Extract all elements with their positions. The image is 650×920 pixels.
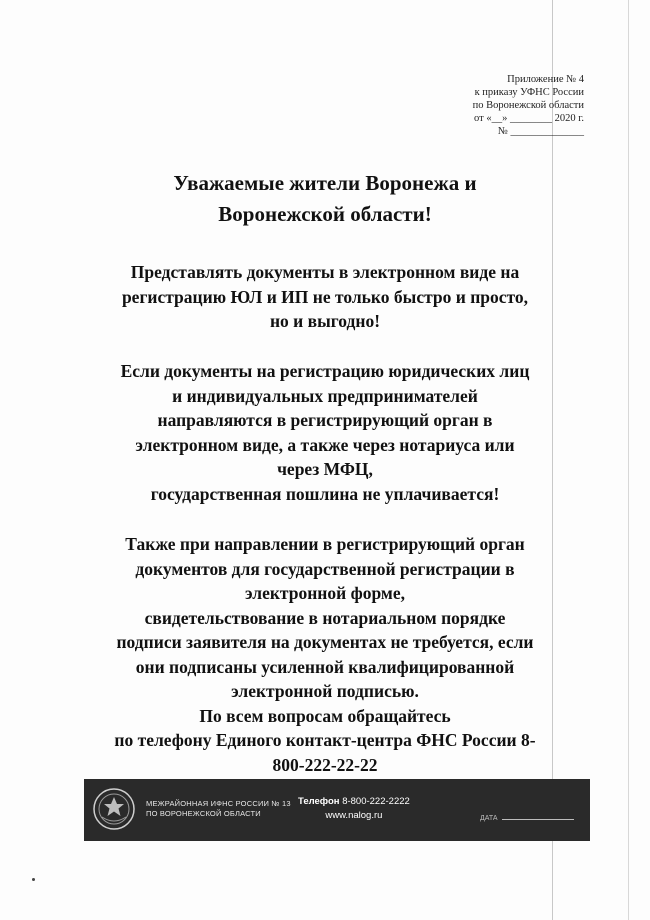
paragraph-line: По всем вопросам обращайтесь [199, 705, 451, 726]
paragraph-line: и индивидуальных предпринимателей [172, 385, 478, 406]
paragraph-electronic-submission [0, 260, 650, 334]
paragraph-line: электронной подписью. [231, 681, 419, 701]
paragraph-line: они подписаны усиленной квалифицированной [135, 656, 515, 677]
paragraph-line: Если документы на регистрацию юридических лиц [120, 361, 530, 381]
fns-emblem-icon [92, 787, 136, 831]
phone-label: Телефон [298, 796, 340, 807]
appendix-line: Приложение № 4 [507, 74, 584, 85]
scan-speck [32, 878, 35, 881]
paragraph-line: 800-222-22-22 [272, 754, 378, 775]
appendix-line: к приказу УФНС России [474, 87, 584, 98]
inspection-name [146, 799, 291, 818]
paragraph-line: электронном виде, а также через нотариуса или [135, 434, 515, 455]
date-underline [502, 819, 574, 820]
title-line: Уважаемые жители Воронежа и [173, 171, 477, 195]
inspection-line: МЕЖРАЙОННАЯ ИФНС РОССИИ № 13 [146, 799, 291, 808]
website-link: www.nalog.ru [325, 810, 383, 821]
paragraph-line: электронной форме, [245, 583, 405, 603]
paragraph-line: но и выгодно! [269, 311, 381, 331]
paragraph-line: по телефону Единого контакт-центра ФНС России 8- [114, 730, 536, 750]
phone-row [298, 795, 410, 809]
paragraph-line: регистрацию ЮЛ и ИП не только быстро и просто, [121, 286, 529, 307]
paragraph-line: направляются в регистрирующий орган в [157, 410, 493, 430]
date-label: ДАТА [480, 815, 498, 822]
paragraph-line: через МФЦ, [277, 459, 373, 479]
paragraph-notary-contact [0, 532, 650, 777]
paragraph-line: документов для государственной регистрации в [135, 558, 515, 579]
paragraph-line: государственная пошлина не уплачивается! [150, 483, 500, 504]
inspection-line: ПО ВОРОНЕЖСКОЙ ОБЛАСТИ [146, 808, 261, 818]
appendix-line: № ______________ [497, 126, 584, 137]
paragraph-state-fee [0, 359, 650, 506]
footer-banner [84, 779, 590, 841]
paragraph-line: подписи заявителя на документах не требуется, если [116, 632, 534, 652]
phone-number: 8-800-222-2222 [342, 796, 410, 807]
date-field [480, 815, 574, 822]
page-title [0, 168, 650, 230]
title-line: Воронежской области! [218, 202, 432, 226]
paragraph-line: свидетельствование в нотариальном порядке [144, 607, 506, 628]
paragraph-line: Представлять документы в электронном виде на [130, 262, 520, 282]
paragraph-line: Также при направлении в регистрирующий орган [125, 534, 525, 554]
appendix-note [473, 73, 584, 138]
appendix-line: по Воронежской области [472, 100, 584, 111]
contact-info [298, 795, 410, 823]
appendix-line: от «__» ________ 2020 г. [474, 113, 584, 124]
